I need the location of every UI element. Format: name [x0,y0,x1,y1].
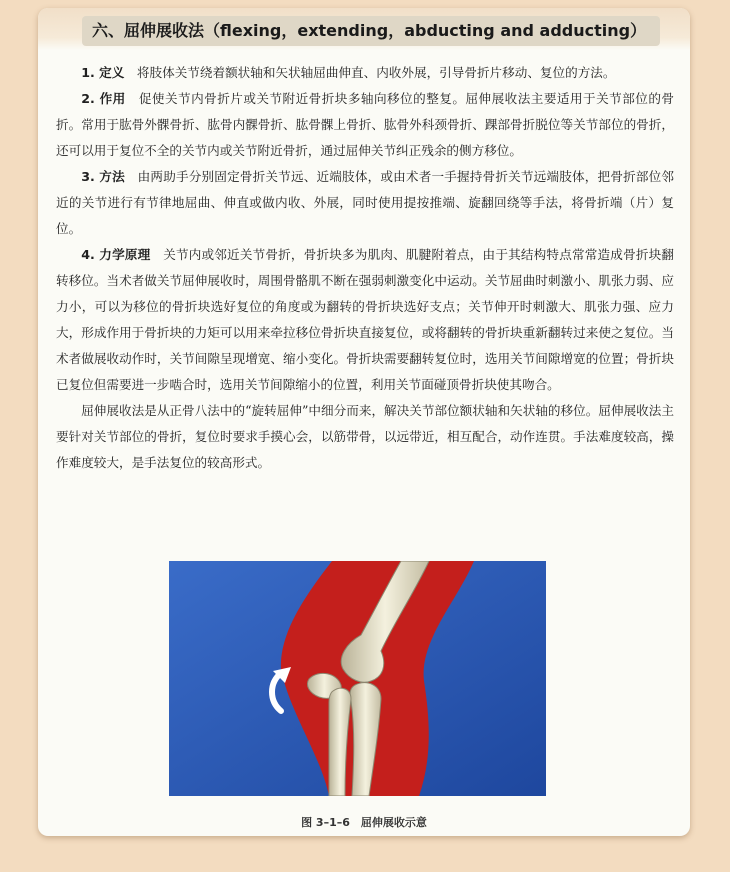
paragraph-method [56,164,674,242]
paragraph-mechanics [56,242,674,398]
paragraph-text: 促使关节内骨折片或关节附近骨折块多轴向移位的整复。屈伸展收法主要适用于关节部位的骨折。常用于肱骨外髁骨折、肱骨内髁骨折、肱骨髁上骨折、肱骨外科颈骨折、踝部骨折脱位等关节部位的骨折，还可以用于复位不全的关节内或关节附近骨折，通过屈伸关节纠正残余的侧方移位。 [56,91,675,158]
paragraph-text: 屈伸展收法是从正骨八法中的“旋转屈伸”中细分而来，解决关节部位额状轴和矢状轴的移位。屈伸展收法主要针对关节部位的骨折，复位时要求手摸心会，以筋带骨，以远带近，相互配合，动作连贯。手法难度较高，操作难度较大，是手法复位的较高形式。 [56,403,674,470]
subheading-method: 3. 方法 [81,169,125,184]
section-title: 六、屈伸展收法（flexing，extending，abducting and adducting） [82,16,660,46]
paragraph-text: 由两助手分别固定骨折关节远、近端肢体，或由术者一手握持骨折关节远端肢体，把骨折部位邻近的关节进行有节律地屈曲、伸直或做内收、外展，同时使用提按推端、旋翻回绕等手法，将骨折端（片）复位。 [56,169,675,236]
paragraph-function [56,86,674,164]
subheading-function: 2. 作用 [81,91,126,106]
document-page [38,8,690,836]
body-text [56,60,674,476]
paragraph-definition [56,60,674,86]
subheading-mechanics: 4. 力学原理 [81,247,151,262]
paragraph-text: 将肢体关节绕着额状轴和矢状轴屈曲伸直、内收外展，引导骨折片移动、复位的方法。 [136,65,616,80]
subheading-definition: 1. 定义 [81,65,125,80]
paragraph-summary [56,398,674,476]
elbow-figure [169,561,546,796]
figure-caption: 图 3–1–6 屈伸展收示意 [301,816,427,829]
paragraph-text: 关节内或邻近关节骨折，骨折块多为肌肉、肌腱附着点，由于其结构特点常常造成骨折块翻转移位。当术者做关节屈伸展收时，周围骨骼肌不断在强弱刺激变化中运动。关节屈曲时刺激小、肌张力弱、应力小，可以为移位的骨折块选好复位的角度或为翻转的骨折块选好支点；关节伸开时刺激大、肌张力强、应力大，形成作用于骨折块的力矩可以用来牵拉移位骨折块直接复位，或将翻转的骨折块重新翻转过来使之复位。当术者做展收动作时，关节间隙呈现增宽、缩小变化。骨折块需要翻转复位时，选用关节间隙增宽的位置；骨折块已复位但需要进一步啮合时，选用关节间隙缩小的位置，利用关节面碰顶骨折块使其吻合。 [56,247,675,392]
elbow-illustration [169,561,546,796]
